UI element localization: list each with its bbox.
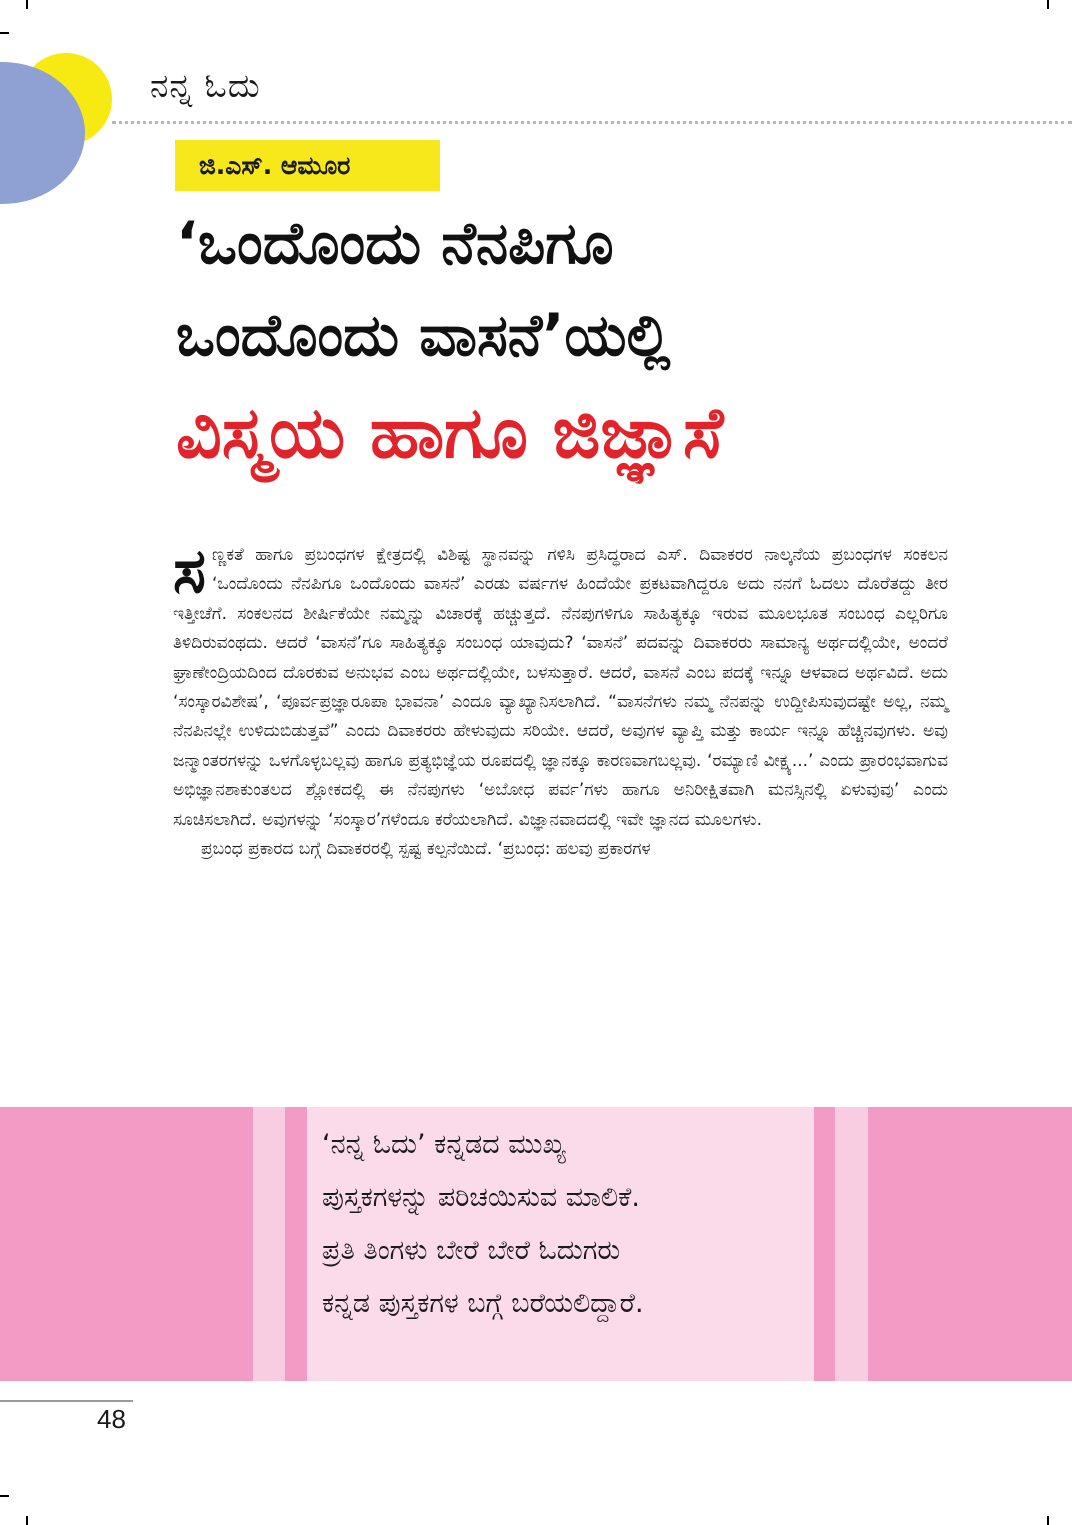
intro-line: ಪ್ರತಿ ತಿಂಗಳು ಬೇರೆ ಬೇರೆ ಓದುಗರು — [322, 1235, 621, 1266]
crop-mark-left-lower — [0, 1495, 9, 1497]
author-name: ಜಿ.ಎಸ್. ಆಮೂರ — [199, 150, 351, 180]
article-paragraph-2: ಪ್ರಬಂಧ ಪ್ರಕಾರದ ಬಗ್ಗೆ ದಿವಾಕರರಲ್ಲಿ ಸ್ಪಷ್ಟ ಕಲ್ಪನೆಯಿದೆ. ‘ಪ್ರಬಂಧ: ಹಲವು ಪ್ರಕಾರಗಳ — [201, 839, 651, 860]
intro-text — [322, 1118, 802, 1330]
crop-mark-bottom-left — [26, 1516, 28, 1525]
drop-cap: ಸ — [173, 534, 206, 607]
crop-mark-bottom-right — [1047, 1516, 1049, 1525]
crop-mark-left-upper — [0, 32, 9, 34]
footer-rule — [0, 1400, 133, 1402]
page-number: 48 — [97, 1404, 126, 1434]
headline-line-2: ಒಂದೊಂದು ವಾಸನೆ’ಯಲ್ಲಿ — [176, 301, 671, 369]
intro-line: ಕನ್ನಡ ಪುಸ್ತಕಗಳ ಬಗ್ಗೆ ಬರೆಯಲಿದ್ದಾರೆ. — [322, 1288, 644, 1319]
headline-line-1: ‘ಒಂದೊಂದು ನೆನಪಿಗೂ — [176, 209, 614, 277]
pink-stripe-right — [835, 1107, 868, 1381]
headline-line-3: ವಿಸ್ಮಯ ಹಾಗೂ ಜಿಜ್ಞಾಸೆ — [176, 391, 724, 474]
section-label: ನನ್ನ ಓದು — [150, 66, 261, 105]
pink-stripe-left — [253, 1107, 285, 1381]
crop-mark-top-left — [26, 0, 28, 9]
crop-mark-top-right — [1047, 0, 1049, 9]
article-paragraph-1-text: ಣ್ಣಕತೆ ಹಾಗೂ ಪ್ರಬಂಧಗಳ ಕ್ಷೇತ್ರದಲ್ಲಿ ವಿಶಿಷ್ಟ ಸ್ಥಾನವನ್ನು ಗಳಿಸಿ ಪ್ರಸಿದ್ಧರಾದ ಎಸ್. ದಿವಾಕರರ ನಾಲ್ಕನೆಯ ಪ್ರಬಂಧಗಳ ಸಂಕಲನ ‘ಒಂದೊಂದು ನೆನಪಿಗೂ ಒಂದೊಂದು ವಾಸನೆ’ ಎರಡು ವರ್ಷಗಳ ಹಿಂದೆಯೇ ಪ್ರಕಟವಾಗಿದ್ದರೂ ಅದು ನನಗೆ ಓದಲು ದೊರೆತದ್ದು ತೀರ ಇತ್ತೀಚೆಗೆ. ಸಂಕಲನದ ಶೀರ್ಷಿಕೆಯೇ ನಮ್ಮನ್ನು ವಿಚಾರಕ್ಕೆ ಹಚ್ಚುತ್ತದೆ. ನೆನಪುಗಳಿಗೂ ಸಾಹಿತ್ಯಕ್ಕೂ ಇರುವ ಮೂಲಭೂತ ಸಂಬಂಧ ಎಲ್ಲರಿಗೂ ತಿಳಿದಿರುವಂಥದು. ಆದರೆ ‘ವಾಸನೆ’ಗೂ ಸಾಹಿತ್ಯಕ್ಕೂ ಸಂಬಂಧ ಯಾವುದು? ‘ವಾಸನೆ’ ಪದವನ್ನು ದಿವಾಕರರು ಸಾಮಾನ್ಯ ಅರ್ಥದಲ್ಲಿಯೇ, ಅಂದರೆ ಘ್ರಾಣೇಂದ್ರಿಯದಿಂದ ದೊರಕುವ ಅನುಭವ ಎಂಬ ಅರ್ಥದಲ್ಲಿಯೇ, ಬಳಸುತ್ತಾರೆ. ಆದರೆ, ವಾಸನೆ ಎಂಬ ಪದಕ್ಕೆ ಇನ್ನೂ ಆಳವಾದ ಅರ್ಥವಿದೆ. ಅದು ‘ಸಂಸ್ಕಾರವಿಶೇಷ’, ‘ಪೂರ್ವಪ್ರಜ್ಞಾರೂಪಾ ಭಾವನಾ’ ಎಂದೂ ವ್ಯಾಖ್ಯಾನಿಸಲಾಗಿದೆ. “ವಾಸನೆಗಳು ನಮ್ಮ ನೆನಪನ್ನು ಉದ್ದೀಪಿಸುವುದಷ್ಟೇ ಅಲ್ಲ, ನಮ್ಮ ನೆನಪಿನಲ್ಲೇ ಉಳಿದುಬಿಡುತ್ತವೆ” ಎಂದು ದಿವಾಕರರು ಹೇಳುವುದು ಸರಿಯೇ. ಆದರೆ, ಅವುಗಳ ವ್ಯಾಪ್ತಿ ಮತ್ತು ಕಾರ್ಯ ಇನ್ನೂ ಹೆಚ್ಚಿನವುಗಳು. ಅವು ಜನ್ಮಾಂತರಗಳನ್ನು ಒಳಗೊಳ್ಳಬಲ್ಲವು ಹಾಗೂ ಪ್ರತ್ಯಭಿಜ್ಞೆಯ ರೂಪದಲ್ಲಿ ಜ್ಞಾನಕ್ಕೂ ಕಾರಣವಾಗಬಲ್ಲವು. ‘ರಮ್ಯಾಣಿ ವೀಕ್ಷ್ಯ...’ ಎಂದು ಪ್ರಾರಂಭವಾಗುವ ಅಭಿಜ್ಞಾನಶಾಕುಂತಲದ ಶ್ಲೋಕದಲ್ಲಿ ಈ ನೆನಪುಗಳು ‘ಅಬೋಧ ಪರ್ವ’ಗಳು ಹಾಗೂ ಅನಿರೀಕ್ಷಿತವಾಗಿ ಮನಸ್ಸಿನಲ್ಲಿ ಏಳುವುವು’ ಎಂದು ಸೂಚಿಸಲಾಗಿದೆ. ಅವುಗಳನ್ನು ‘ಸಂಸ್ಕಾರ’ಗಳೆಂದೂ ಕರೆಯಲಾಗಿದೆ. ವಿಜ್ಞಾನವಾದದಲ್ಲಿ ಇವೇ ಜ್ಞಾನದ ಮೂಲಗಳು. — [173, 545, 948, 830]
author-tag — [175, 140, 440, 191]
article-paragraph-1 — [173, 534, 948, 835]
intro-line: ‘ನನ್ನ ಓದು’ ಕನ್ನಡದ ಮುಖ್ಯ — [322, 1129, 566, 1160]
dotted-divider — [112, 121, 1072, 124]
intro-line: ಪುಸ್ತಕಗಳನ್ನು ಪರಿಚಯಿಸುವ ಮಾಲಿಕೆ. — [322, 1182, 640, 1213]
article-body — [173, 534, 948, 864]
